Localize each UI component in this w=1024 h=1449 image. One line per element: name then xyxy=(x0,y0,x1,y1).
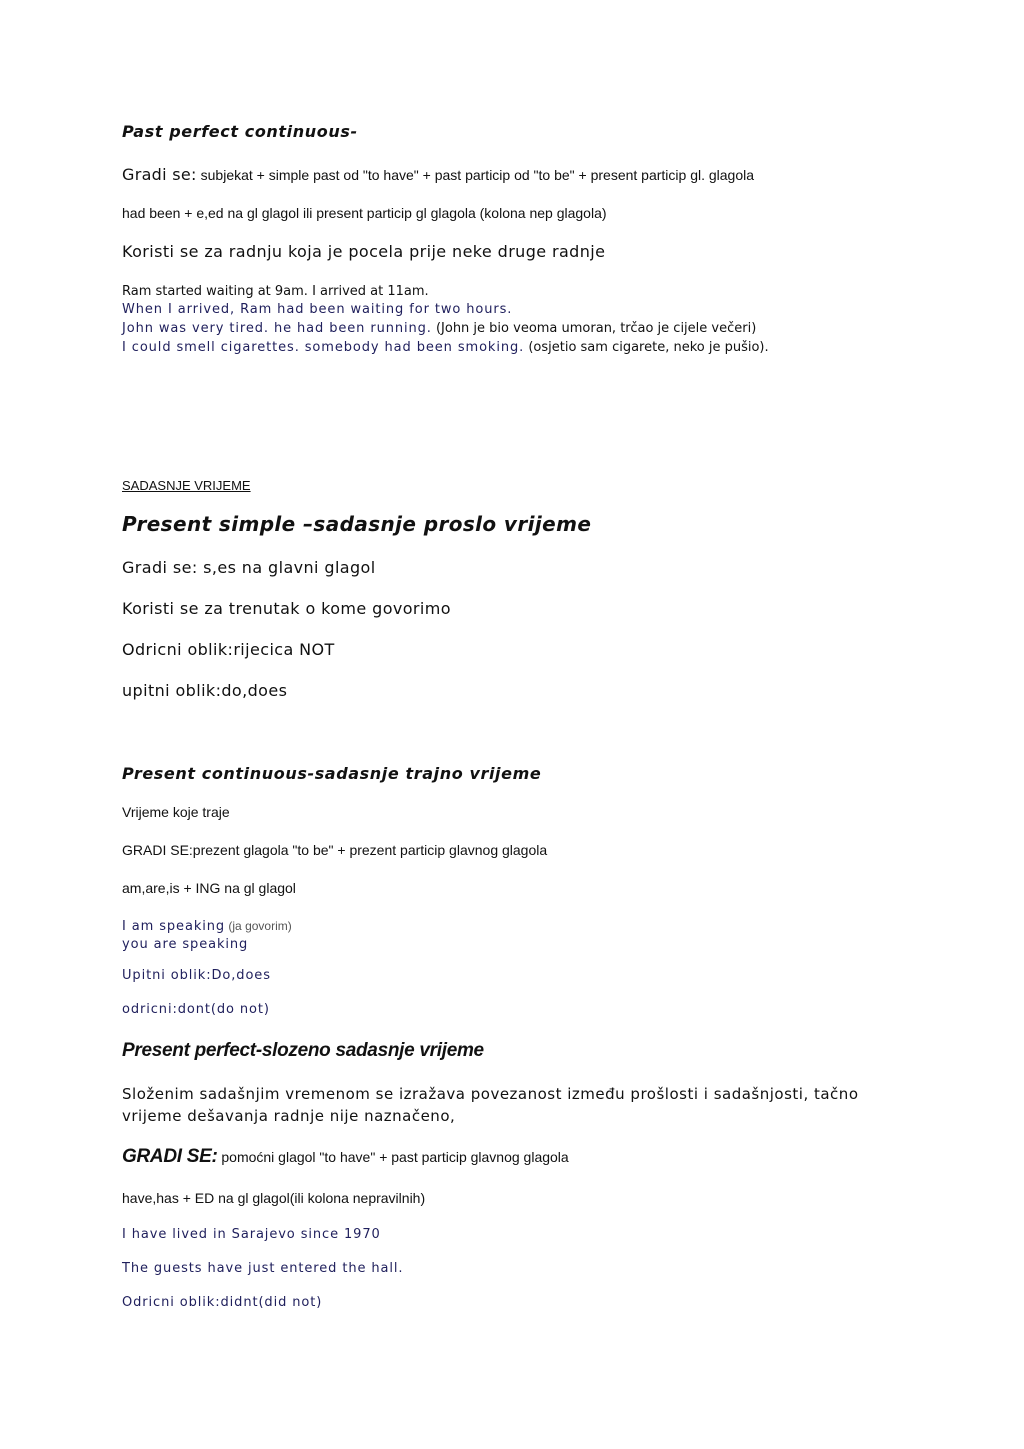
present-simple-question: upitni oblik:do,does xyxy=(122,681,288,700)
present-perfect-gradi xyxy=(122,1146,569,1168)
present-perfect-desc xyxy=(122,1083,859,1127)
example-4-bs: (osjetio sam cigarete, neko je pušio). xyxy=(524,340,769,355)
example-4-en: I could smell cigarettes. somebody had been smoking. xyxy=(122,340,525,355)
example-2: When I arrived, Ram had been waiting for two hours. xyxy=(122,302,513,317)
present-continuous-formula: am,are,is + ING na gl glagol xyxy=(122,880,296,896)
gradi-se-rest: subjekat + simple past od "to have" + past particip od "to be" + present particip gl. glagola xyxy=(196,167,755,183)
present-simple-negative: Odricni oblik:rijecica NOT xyxy=(122,640,335,659)
present-perfect-desc-line-2: vrijeme dešavanja radnje nije naznačeno, xyxy=(122,1107,456,1125)
present-continuous-question: Upitni oblik:Do,does xyxy=(122,968,271,983)
formula-line-1: had been + e,ed na gl glagol ili present particip gl glagola (kolona nep glagola) xyxy=(122,205,607,221)
example-1-en: I am speaking xyxy=(122,919,226,934)
present-perfect-negative: Odricni oblik:didnt(did not) xyxy=(122,1295,323,1310)
present-perfect-example-1: I have lived in Sarajevo since 1970 xyxy=(122,1227,381,1242)
heading-past-perfect-continuous: Past perfect continuous- xyxy=(122,122,358,141)
present-perfect-formula: have,has + ED na gl glagol(ili kolona nepravilnih) xyxy=(122,1190,426,1206)
examples-block-3 xyxy=(122,917,292,954)
present-simple-gradi: Gradi se: s,es na glavni glagol xyxy=(122,558,376,577)
present-continuous-desc: Vrijeme koje traje xyxy=(122,804,230,820)
heading-present-simple: Present simple –sadasnje proslo vrijeme xyxy=(122,512,592,536)
present-continuous-negative: odricni:dont(do not) xyxy=(122,1002,270,1017)
example-3-bs: (John je bio veoma umoran, trčao je cijele večeri) xyxy=(431,321,757,336)
heading-present-perfect: Present perfect-slozeno sadasnje vrijeme xyxy=(122,1040,484,1061)
examples-block-1 xyxy=(122,283,769,357)
present-continuous-gradi: GRADI SE:prezent glagola "to be" + prezent particip glavnog glagola xyxy=(122,842,548,858)
example-1: Ram started waiting at 9am. I arrived at 11am. xyxy=(122,284,429,299)
gradi-se-bold-prefix: GRADI SE: xyxy=(122,1146,218,1167)
example-4 xyxy=(122,338,769,357)
gradi-se-line-1 xyxy=(122,165,754,185)
section-label: SADASNJE VRIJEME xyxy=(122,478,251,493)
present-continuous-example-2: you are speaking xyxy=(122,937,249,952)
example-3-en: John was very tired. he had been running. xyxy=(122,321,432,336)
example-1-bs: (ja govorim) xyxy=(225,919,292,933)
present-continuous-example-1 xyxy=(122,917,292,936)
example-3 xyxy=(122,319,769,338)
present-perfect-example-2: The guests have just entered the hall. xyxy=(122,1261,404,1276)
present-simple-usage: Koristi se za trenutak o kome govorimo xyxy=(122,599,451,618)
gradi-se-prefix: Gradi se: xyxy=(122,165,197,184)
usage-line-1: Koristi se za radnju koja je pocela prije neke druge radnje xyxy=(122,242,606,261)
gradi-se-bold-rest: pomoćni glagol "to have" + past particip glavnog glagola xyxy=(217,1149,569,1165)
heading-present-continuous: Present continuous-sadasnje trajno vrijeme xyxy=(122,764,542,783)
present-perfect-desc-line-1: Složenim sadašnjim vremenom se izražava povezanost između prošlosti i sadašnjosti, tačno xyxy=(122,1085,859,1103)
